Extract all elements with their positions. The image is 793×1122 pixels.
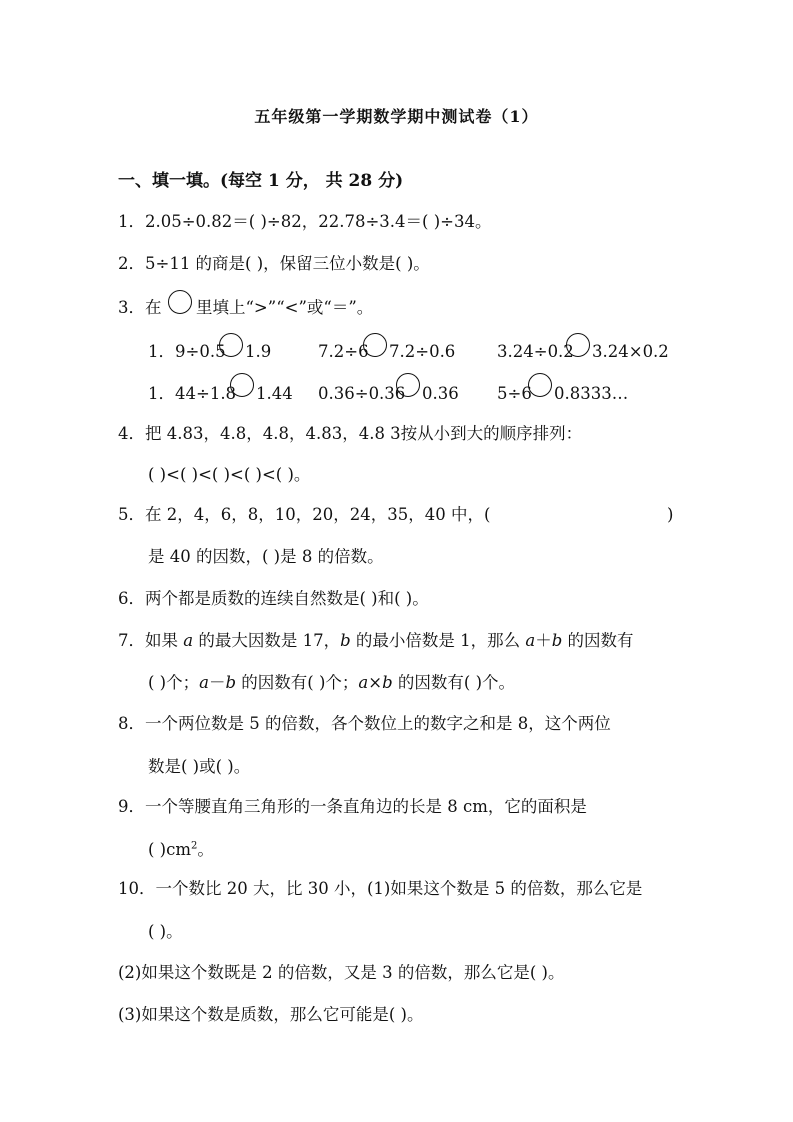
comparison-right: 1.44 <box>256 384 293 403</box>
question-10-blank: ( )。 <box>148 922 183 941</box>
question-8: 8．一个两位数是 5 的倍数，各个数位上的数字之和是 8，这个两位 <box>118 714 611 733</box>
comparison-left: 3.24÷0.2 <box>497 342 574 361</box>
question-10-part-2: (2)如果这个数既是 2 的倍数，又是 3 的倍数，那么它是( )。 <box>118 963 565 982</box>
question-6: 6．两个都是质数的连续自然数是( )和( )。 <box>118 589 429 608</box>
question-7-text: 的最小倍数是 1，那么 <box>350 631 526 650</box>
question-3-instruction: 里填上“>”“<”或“＝”。 <box>196 298 374 317</box>
question-3-prefix: 3．在 <box>118 298 162 317</box>
variable-a: a <box>199 673 209 692</box>
question-5: 5．在 2，4，6，8，10，20，24，35，40 中，( <box>118 505 491 524</box>
plus-sign: ＋ <box>535 631 552 650</box>
question-5-continued: 是 40 的因数，( )是 8 的倍数。 <box>148 547 384 566</box>
comparison-left: 0.36÷0.36 <box>318 384 406 403</box>
question-7-text: 7．如果 <box>118 631 184 650</box>
answer-circle <box>230 373 254 397</box>
variable-a: a <box>358 673 369 692</box>
question-9-period: 。 <box>197 840 214 859</box>
variable-b: b <box>551 631 563 650</box>
question-1: 1．2.05÷0.82＝( )÷82，22.78÷3.4＝( )÷34。 <box>118 212 492 231</box>
question-2: 2．5÷11 的商是( )，保留三位小数是( )。 <box>118 254 430 273</box>
variable-b: b <box>225 673 237 692</box>
question-5-close-paren: ) <box>667 505 674 524</box>
comparison-right: 0.36 <box>422 384 459 403</box>
comparison-right: 1.9 <box>245 342 272 361</box>
question-8-continued: 数是( )或( )。 <box>148 757 251 776</box>
variable-a: a <box>525 631 536 650</box>
question-9-continued <box>148 839 214 861</box>
page-title: 五年级第一学期数学期中测试卷（1） <box>254 107 539 126</box>
comparison-right: 7.2÷0.6 <box>389 342 456 361</box>
comparison-left: 1．44÷1.8 <box>148 384 237 403</box>
question-7-text: 的因数有( )个； <box>236 673 359 692</box>
answer-circle <box>396 373 420 397</box>
answer-circle <box>528 373 552 397</box>
comparison-left: 7.2÷6 <box>318 342 369 361</box>
question-9: 9．一个等腰直角三角形的一条直角边的长是 8 cm，它的面积是 <box>118 797 587 816</box>
answer-circle <box>168 290 192 314</box>
question-4-blanks: ( )<( )<( )<( )<( )。 <box>148 465 311 484</box>
question-7-text: 的最大因数是 17， <box>193 631 341 650</box>
answer-circle <box>219 333 243 357</box>
comparison-left: 1．9÷0.5 <box>148 342 226 361</box>
answer-circle <box>566 333 590 357</box>
variable-a: a <box>183 631 194 650</box>
question-7 <box>118 630 634 652</box>
minus-sign: － <box>208 673 226 692</box>
question-7-text: ( )个； <box>148 673 200 692</box>
question-10: 10．一个数比 20 大，比 30 小，(1)如果这个数是 5 的倍数，那么它是 <box>118 879 643 898</box>
comparison-left: 5÷6 <box>497 384 532 403</box>
question-9-blank: ( )cm <box>148 840 192 859</box>
question-7-continued <box>148 672 515 694</box>
question-4: 4．把 4.83，4.8，4.8，4.83，4.8 3按从小到大的顺序排列： <box>118 424 583 443</box>
question-7-text: 的因数有 <box>562 631 634 650</box>
times-sign: × <box>368 673 383 692</box>
comparison-right: 0.8333… <box>554 384 629 403</box>
section-heading: 一、填一填。(每空 1 分， 共 28 分) <box>118 171 404 191</box>
variable-b: b <box>382 673 393 692</box>
comparison-right: 3.24×0.2 <box>592 342 669 361</box>
variable-b: b <box>340 631 351 650</box>
question-7-text: 的因数有( )个。 <box>392 673 516 692</box>
superscript-two: 2 <box>191 840 198 852</box>
question-10-part-3: (3)如果这个数是质数，那么它可能是( )。 <box>118 1005 424 1024</box>
answer-circle <box>363 333 387 357</box>
